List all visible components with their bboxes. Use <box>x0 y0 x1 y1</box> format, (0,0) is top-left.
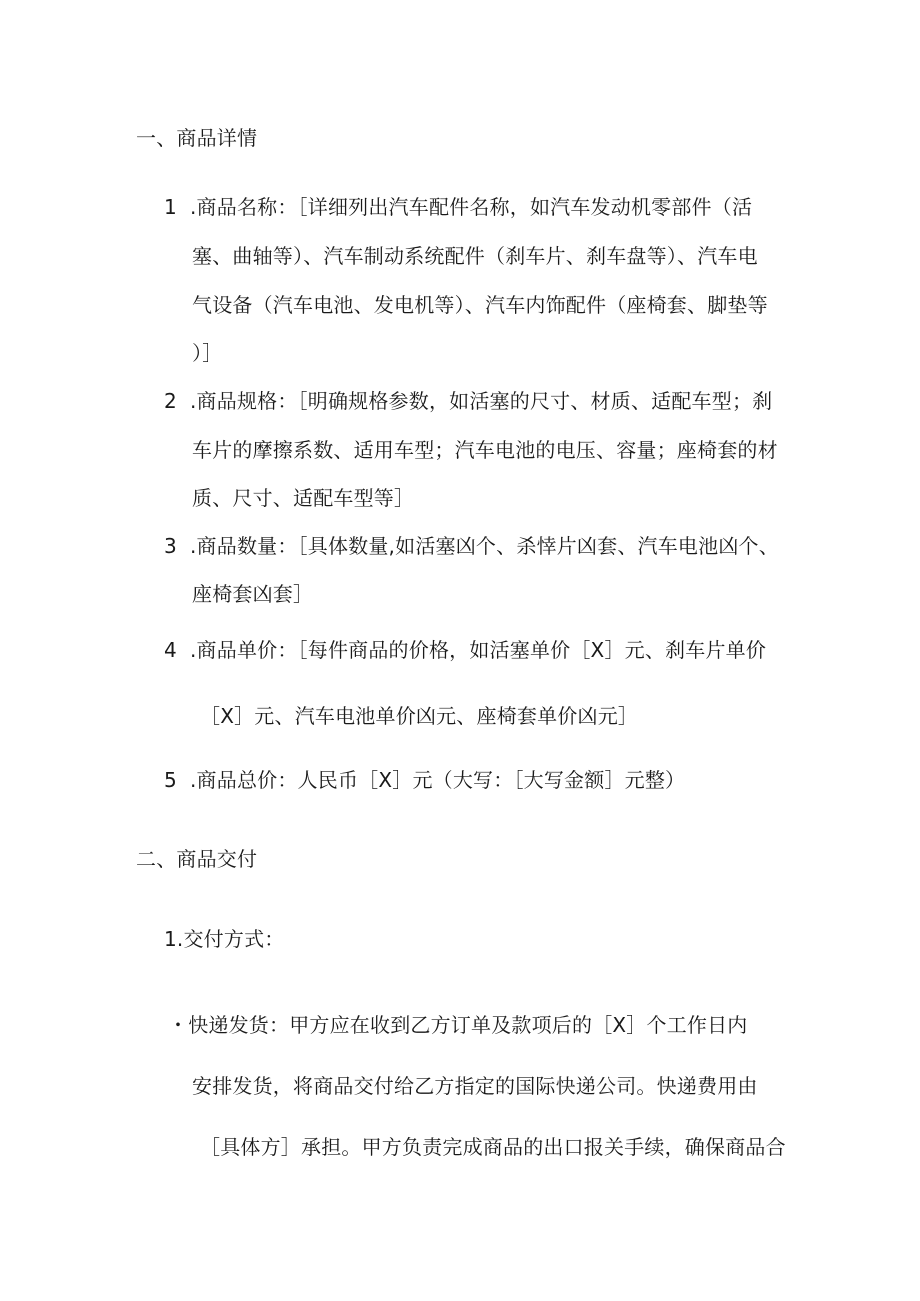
delivery-method-label: 1.交付方式： <box>164 927 285 951</box>
item-2-line-3: 质、尺寸、适配车型等］ <box>192 486 415 510</box>
item-2-text-1: .商品规格：［明确规格参数，如活塞的尺寸、材质、适配车型；刹 <box>190 389 773 413</box>
item-3-line-1 <box>164 532 779 560</box>
item-1-line-2: 塞、曲轴等）、汽车制动系统配件（刹车片、刹车盘等）、汽车电 <box>192 244 758 268</box>
item-1-line-1 <box>164 193 752 221</box>
item-4-number: 4 <box>164 638 177 662</box>
item-4-text-1: .商品单价：［每件商品的价格，如活塞单价［X］元、刹车片单价 <box>190 638 767 662</box>
item-3-line-2: 座椅套凶套］ <box>192 582 314 606</box>
item-2-number: 2 <box>164 389 177 413</box>
section-heading-goods-details: 一、商品详情 <box>136 126 258 150</box>
item-4-line-2: ［X］元、汽车电池单价凶元、座椅套单价凶元］ <box>200 704 639 728</box>
item-4-line-1 <box>164 636 766 664</box>
item-3-text-1: .商品数量：［具体数量,如活塞凶个、杀悻片凶套、汽车电池凶个、 <box>190 534 779 558</box>
item-1-line-3: 气设备（汽车电池、发电机等）、汽车内饰配件（座椅套、脚垫等 <box>192 293 768 317</box>
item-1-number: 1 <box>164 195 177 219</box>
section-heading-goods-delivery: 二、商品交付 <box>136 847 258 871</box>
bullet-express-line-2: 安排发货，将商品交付给乙方指定的国际快递公司。快递费用由 <box>192 1074 758 1098</box>
bullet-express-line-1: ・快递发货：甲方应在收到乙方订单及款项后的［X］个工作日内 <box>168 1013 748 1037</box>
item-5-text-1: .商品总价：人民币［X］元（大写：［大写金额］元整） <box>190 768 686 792</box>
bullet-express-line-3: ［具体方］承担。甲方负责完成商品的出口报关手续，确保商品合 <box>200 1135 786 1159</box>
item-1-text-1: .商品名称：［详细列出汽车配件名称，如汽车发动机零部件（活 <box>190 195 753 219</box>
item-5-number: 5 <box>164 768 177 792</box>
item-1-line-4: ）］ <box>192 341 223 365</box>
item-3-number: 3 <box>164 534 177 558</box>
item-2-line-1 <box>164 387 772 415</box>
item-2-line-2: 车片的摩擦系数、适用车型；汽车电池的电压、容量；座椅套的材 <box>192 438 778 462</box>
item-5-line-1 <box>164 766 685 794</box>
